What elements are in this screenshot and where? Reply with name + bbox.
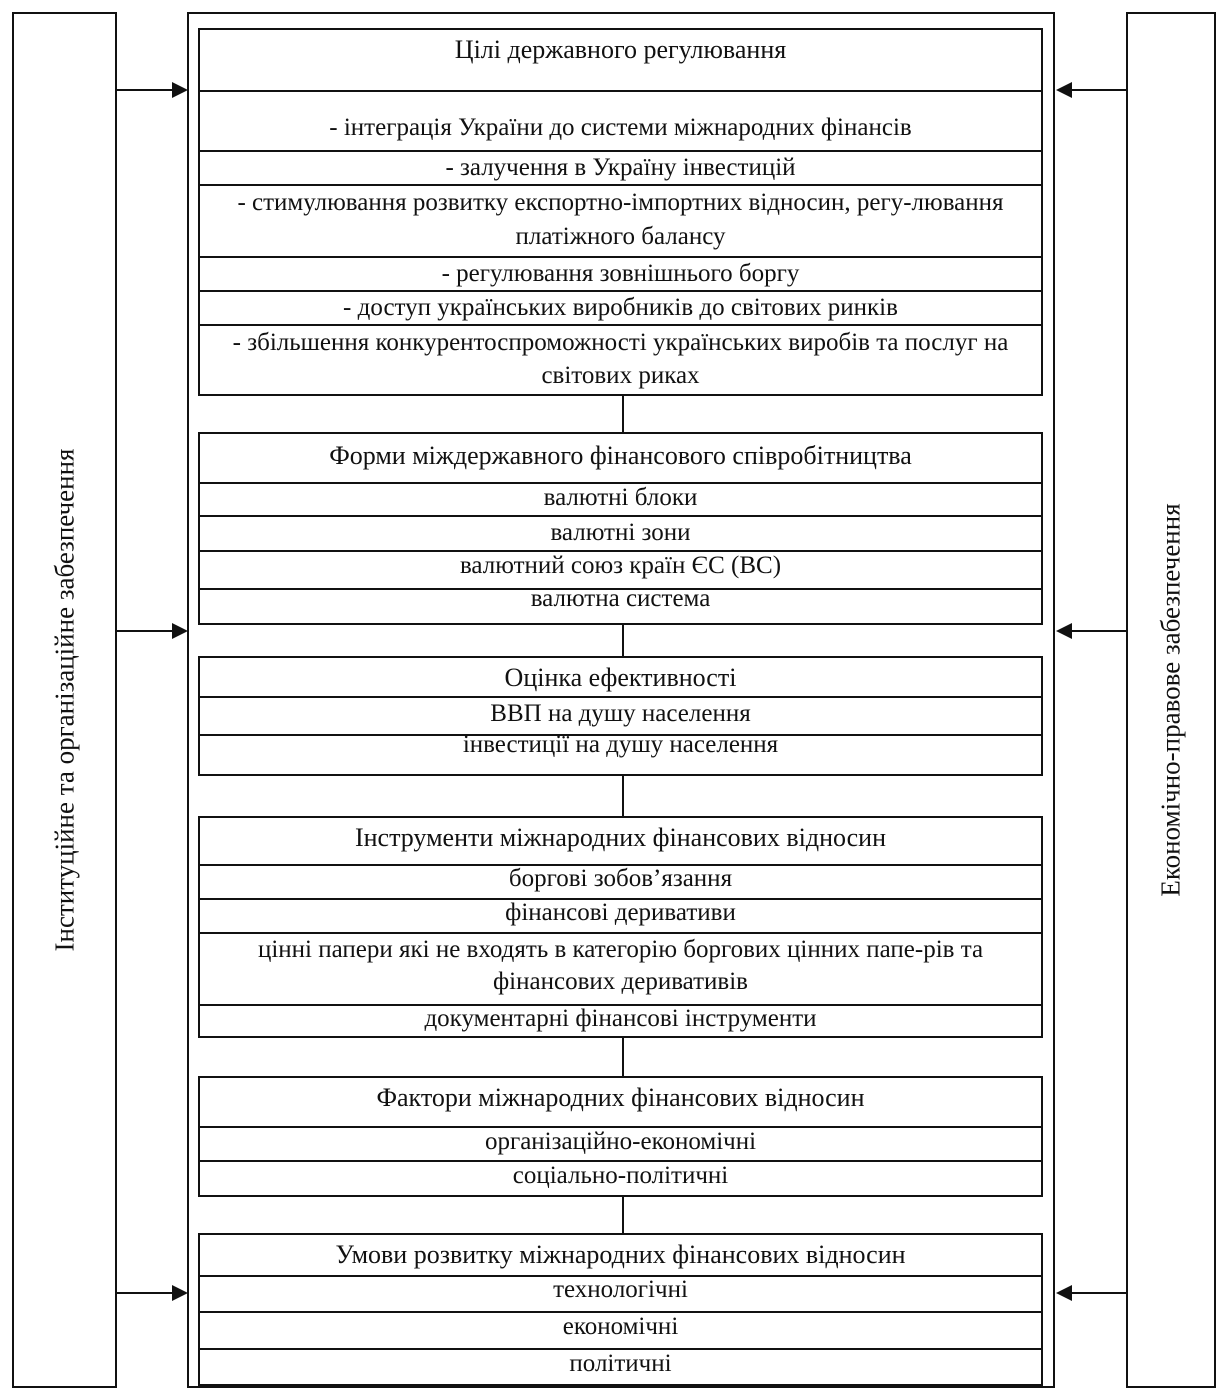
block-item: інвестиції на душу населення bbox=[200, 734, 1041, 774]
left-support-label: Інституційне та організаційне забезпечення bbox=[49, 448, 79, 952]
right-arrow-top bbox=[1071, 89, 1126, 91]
connector-5 bbox=[622, 1193, 624, 1233]
left-arrowhead-middle bbox=[172, 623, 188, 639]
block-header: Інструменти міжнародних фінансових відносин bbox=[354, 823, 887, 852]
block-item: - збільшення конкурентоспроможності українських виробів та послуг на світових риках bbox=[200, 324, 1041, 394]
block-item: валютні блоки bbox=[200, 482, 1041, 515]
block-instruments bbox=[198, 816, 1043, 1038]
connector-4 bbox=[622, 1036, 624, 1076]
block-header: Фактори міжнародних фінансових відносин bbox=[376, 1083, 865, 1112]
left-support-panel bbox=[12, 12, 117, 1388]
right-arrowhead-middle bbox=[1056, 623, 1072, 639]
block-header: Цілі державного регулювання bbox=[454, 35, 787, 64]
left-arrow-middle bbox=[117, 630, 173, 632]
block-item: фінансові деривативи bbox=[200, 898, 1041, 932]
block-factors bbox=[198, 1076, 1043, 1197]
block-regulation-goals bbox=[198, 28, 1043, 396]
right-arrow-middle bbox=[1071, 630, 1126, 632]
block-item: економічні bbox=[200, 1311, 1041, 1348]
block-item: політичні bbox=[200, 1348, 1041, 1384]
block-item: документарні фінансові інструменти bbox=[200, 1004, 1041, 1036]
block-cooperation-forms bbox=[198, 432, 1043, 625]
block-header: Форми міждержавного фінансового співробітництва bbox=[329, 441, 912, 470]
connector-3 bbox=[622, 776, 624, 816]
block-item: валютні зони bbox=[200, 515, 1041, 550]
block-item: технологічні bbox=[200, 1275, 1041, 1311]
block-item: валютна система bbox=[200, 588, 1041, 623]
right-support-panel bbox=[1126, 12, 1216, 1388]
right-arrow-bottom bbox=[1071, 1292, 1126, 1294]
connector-2 bbox=[622, 621, 624, 656]
left-arrowhead-bottom bbox=[172, 1285, 188, 1301]
block-item: боргові зобов’язання bbox=[200, 864, 1041, 898]
block-item: - інтеграція України до системи міжнародних фінансів bbox=[200, 90, 1041, 150]
left-arrowhead-top bbox=[172, 82, 188, 98]
block-item: - доступ українських виробників до світових ринків bbox=[200, 290, 1041, 324]
right-arrowhead-top bbox=[1056, 82, 1072, 98]
block-header: Оцінка ефективності bbox=[504, 663, 737, 692]
block-efficiency-assessment bbox=[198, 656, 1043, 776]
left-arrow-bottom bbox=[117, 1292, 173, 1294]
left-arrow-top bbox=[117, 89, 173, 91]
block-item: ВВП на душу населення bbox=[200, 696, 1041, 734]
connector-1 bbox=[622, 392, 624, 432]
block-item: валютний союз країн ЄС (ВС) bbox=[200, 550, 1041, 588]
block-development-conditions bbox=[198, 1233, 1043, 1386]
right-support-label: Економічно-правове забезпечення bbox=[1155, 503, 1186, 897]
right-arrowhead-bottom bbox=[1056, 1285, 1072, 1301]
block-item: - регулювання зовнішнього боргу bbox=[200, 256, 1041, 290]
block-item: соціально-політичні bbox=[200, 1160, 1041, 1195]
block-header: Умови розвитку міжнародних фінансових відносин bbox=[335, 1240, 906, 1269]
block-item: організаційно-економічні bbox=[200, 1126, 1041, 1160]
block-item: - стимулювання розвитку експортно-імпортних відносин, регу-лювання платіжного балансу bbox=[200, 184, 1041, 256]
block-item: - залучення в Україну інвестицій bbox=[200, 150, 1041, 184]
block-item: цінні папери які не входять в категорію боргових цінних папе-рів та фінансових деривативів bbox=[200, 932, 1041, 1004]
